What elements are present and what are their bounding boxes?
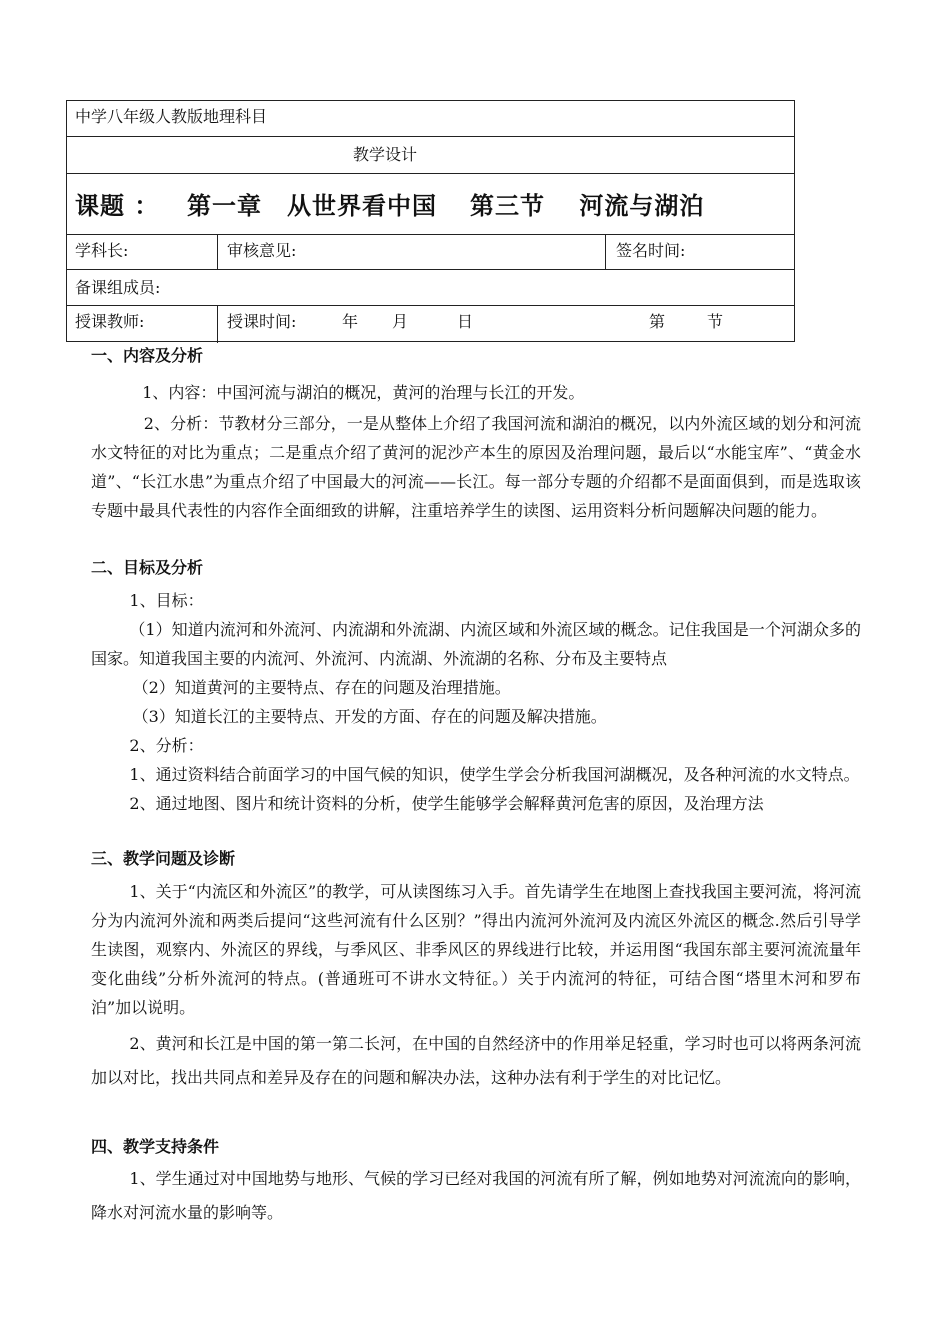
row-teacher bbox=[67, 306, 794, 343]
section-goals bbox=[91, 558, 861, 818]
paragraph-analysis: 2、分析：节教材分三部分，一是从整体上介绍了我国河流和湖泊的概况，以内外流区域的划分和河流水文特征的对比为重点；二是重点介绍了黄河的泥沙产本生的原因及治理问题，最后以“水能宝库”、“黄金水道”、“长江水患”为重点介绍了中国最大的河流——长江。每一部分专题的介绍都不是面面俱到，而是选取该专题中最具代表性的内容作全面细致的讲解，注重培养学生的读图、运用资料分析问题解决问题的能力。 bbox=[91, 414, 861, 520]
row-subject bbox=[67, 101, 794, 137]
members-label: 备课组成员: bbox=[75, 278, 161, 297]
row-design-title bbox=[67, 137, 794, 174]
section-heading: 四、教学支持条件 bbox=[91, 1137, 220, 1156]
divider bbox=[217, 306, 218, 343]
class-time-label: 授课时间: bbox=[227, 312, 297, 331]
section-heading: 二、目标及分析 bbox=[91, 558, 204, 577]
topic-section: 第三节 河流与湖泊 bbox=[470, 192, 705, 220]
analysis-2: 2、通过地图、图片和统计资料的分析，使学生能够学会解释黄河危害的原因，及治理方法 bbox=[129, 794, 764, 813]
paragraph-problem-2: 2、黄河和长江是中国的第一第二长河，在中国的自然经济中的作用举足轻重，学习时也可以将两条河流加以对比，找出共同点和差异及存在的问题和解决办法，这种办法有利于学生的对比记忆。 bbox=[91, 1034, 861, 1087]
section-content-analysis bbox=[91, 346, 861, 525]
review-label: 审核意见: bbox=[227, 241, 297, 260]
divider bbox=[217, 235, 218, 269]
goal-3: （3）知道长江的主要特点、开发的方面、存在的问题及解决措施。 bbox=[132, 707, 607, 726]
section-problems bbox=[91, 849, 861, 1095]
year-label: 年 bbox=[342, 312, 359, 331]
school-subject: 中学八年级人教版地理科目 bbox=[75, 107, 268, 126]
row-topic bbox=[67, 174, 794, 235]
goal-label: 1、目标： bbox=[129, 591, 204, 610]
section-heading: 三、教学问题及诊断 bbox=[91, 849, 236, 868]
month-label: 月 bbox=[392, 312, 409, 331]
topic-label: 课题 ： bbox=[75, 192, 160, 220]
goal-1: （1）知道内流河和外流河、内流湖和外流湖、内流区域和外流区域的概念。记住我国是一个河湖众多的国家。知道我国主要的内流河、外流河、内流湖、外流湖的名称、分布及主要特点 bbox=[91, 620, 861, 668]
row-members bbox=[67, 270, 794, 306]
analysis-1: 1、通过资料结合前面学习的中国气候的知识，使学生学会分析我国河湖概况，及各种河流的水文特点。 bbox=[129, 765, 860, 784]
goal-2: （2）知道黄河的主要特点、存在的问题及治理措施。 bbox=[132, 678, 511, 697]
teacher-label: 授课教师: bbox=[75, 312, 145, 331]
paragraph-support-1: 1、学生通过对中国地势与地形、气候的学习已经对我国的河流有所了解，例如地势对河流流向的影响，降水对河流水量的影响等。 bbox=[91, 1169, 861, 1222]
divider bbox=[605, 235, 606, 269]
design-title: 教学设计 bbox=[353, 145, 418, 164]
section-heading: 一、内容及分析 bbox=[91, 346, 204, 365]
day-label: 日 bbox=[457, 312, 474, 331]
section-support bbox=[91, 1137, 861, 1230]
period-di-label: 第 bbox=[649, 312, 666, 331]
sign-time-label: 签名时间: bbox=[616, 241, 686, 260]
analysis-label: 2、分析： bbox=[129, 736, 204, 755]
paragraph-content: 1、内容：中国河流与湖泊的概况，黄河的治理与长江的开发。 bbox=[142, 383, 585, 402]
row-review bbox=[67, 235, 794, 270]
paragraph-problem-1: 1、关于“内流区和外流区”的教学，可从读图练习入手。首先请学生在地图上查找我国主要河流，将河流分为内流河外流和两类后提问“这些河流有什么区别？”得出内流河外流河及内流区外流区的概念.然后引导学生读图，观察内、外流区的界线，与季风区、非季风区的界线进行比较，并运用图“我国东部主要河流流量年变化曲线”分析外流河的特点。(普通班可不讲水文特征。）关于内流河的特征，可结合图“塔里木河和罗布泊”加以说明。 bbox=[91, 882, 861, 1017]
topic-chapter: 第一章 从世界看中国 bbox=[187, 192, 437, 220]
leader-label: 学科长: bbox=[75, 241, 129, 260]
period-jie-label: 节 bbox=[707, 312, 724, 331]
lesson-header-table bbox=[66, 100, 795, 342]
